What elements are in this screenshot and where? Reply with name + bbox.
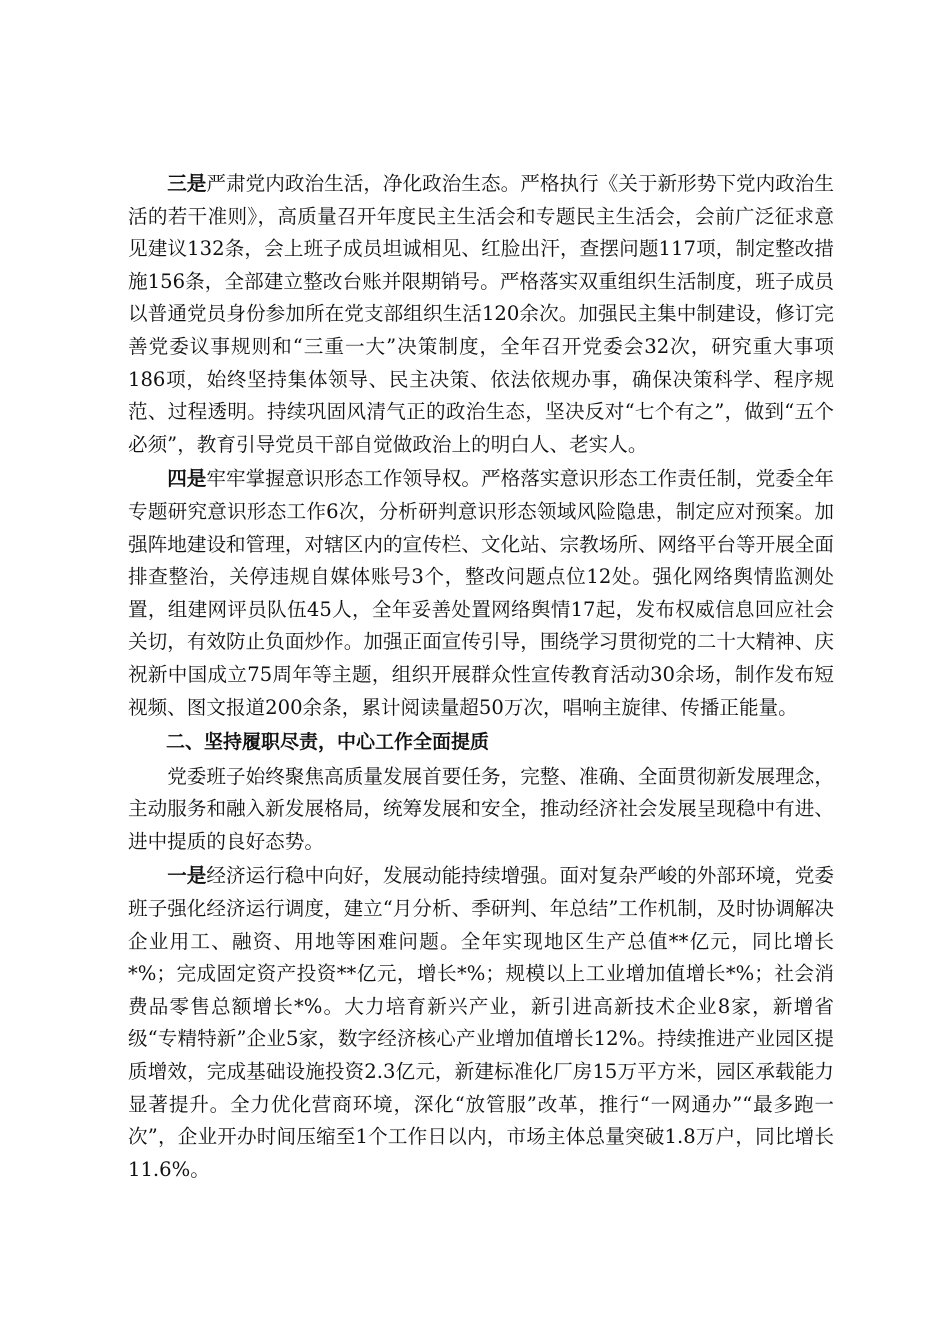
paragraph-body: 经济运行稳中向好，发展动能持续增强。面对复杂严峻的外部环境，党委班子强化经济运行调度，建立“月分析、季研判、年总结”工作机制，及时协调解决企业用工、融资、用地等困难问题。全年实现地区生产总值**亿元，同比增长*%；完成固定资产投资**亿元，增长*%；规模以上工业增加值增长*%；社会消费品零售总额增长*%。大力培育新兴产业，新引进高新技术企业8家，新增省级“专精特新”企业5家，数字经济核心产业增加值增长12%。持续推进产业园区提质增效，完成基础设施投资2.3亿元，新建标准化厂房15万平方米，园区承载能力显著提升。全力优化营商环境，深化“放管服”改革，推行“一网通办”“最多跑一次”，企业开办时间压缩至1个工作日以内，市场主体总量突破1.8万户，同比增长11.6%。	[128, 864, 835, 1181]
paragraph-body: 牢牢掌握意识形态工作领导权。严格落实意识形态工作责任制，党委全年专题研究意识形态工作6次，分析研判意识形态领域风险隐患，制定应对预案。加强阵地建设和管理，对辖区内的宣传栏、文化站、宗教场所、网络平台等开展全面排查整治，关停违规自媒体账号3个，整改问题点位12处。强化网络舆情监测处置，组建网评员队伍45人，全年妥善处置网络舆情17起，发布权威信息回应社会关切，有效防止负面炒作。加强正面宣传引导，围绕学习贯彻党的二十大精神、庆祝新中国成立75周年等主题，组织开展群众性宣传教育活动30余场，制作发布短视频、图文报道200余条，累计阅读量超50万次，唱响主旋律、传播正能量。	[128, 467, 835, 719]
paragraph-three	[128, 168, 834, 461]
document-page	[128, 168, 834, 1188]
paragraph-lead: 四是	[167, 467, 207, 491]
paragraph-body: 党委班子始终聚焦高质量发展首要任务，完整、准确、全面贯彻新发展理念，主动服务和融入新发展格局，统筹发展和安全，推动经济社会发展呈现稳中有进、进中提质的良好态势。	[128, 764, 834, 853]
section-heading: 二、坚持履职尽责，中心工作全面提质	[166, 731, 490, 754]
paragraph-lead: 三是	[167, 172, 207, 195]
paragraph-one	[128, 860, 834, 1186]
paragraph-four	[128, 463, 834, 724]
paragraph-body: 严肃党内政治生活，净化政治生态。严格执行《关于新形势下党内政治生活的若干准则》，高质量召开年度民主生活会和专题民主生活会，会前广泛征求意见建议132条，会上班子成员坦诚相见、红脸出汗，查摆问题117项，制定整改措施156条，全部建立整改台账并限期销号。严格落实双重组织生活制度，班子成员以普通党员身份参加所在党支部组织生活120余次。加强民主集中制建设，修订完善党委议事规则和“三重一大”决策制度，全年召开党委会32次，研究重大事项186项，始终坚持集体领导、民主决策、依法依规办事，确保决策科学、程序规范、过程透明。持续巩固风清气正的政治生态，坚决反对“七个有之”，做到“五个必须”，教育引导党员干部自觉做政治上的明白人、老实人。	[128, 172, 835, 456]
paragraph-lead: 一是	[167, 864, 207, 888]
section-intro	[128, 761, 834, 859]
